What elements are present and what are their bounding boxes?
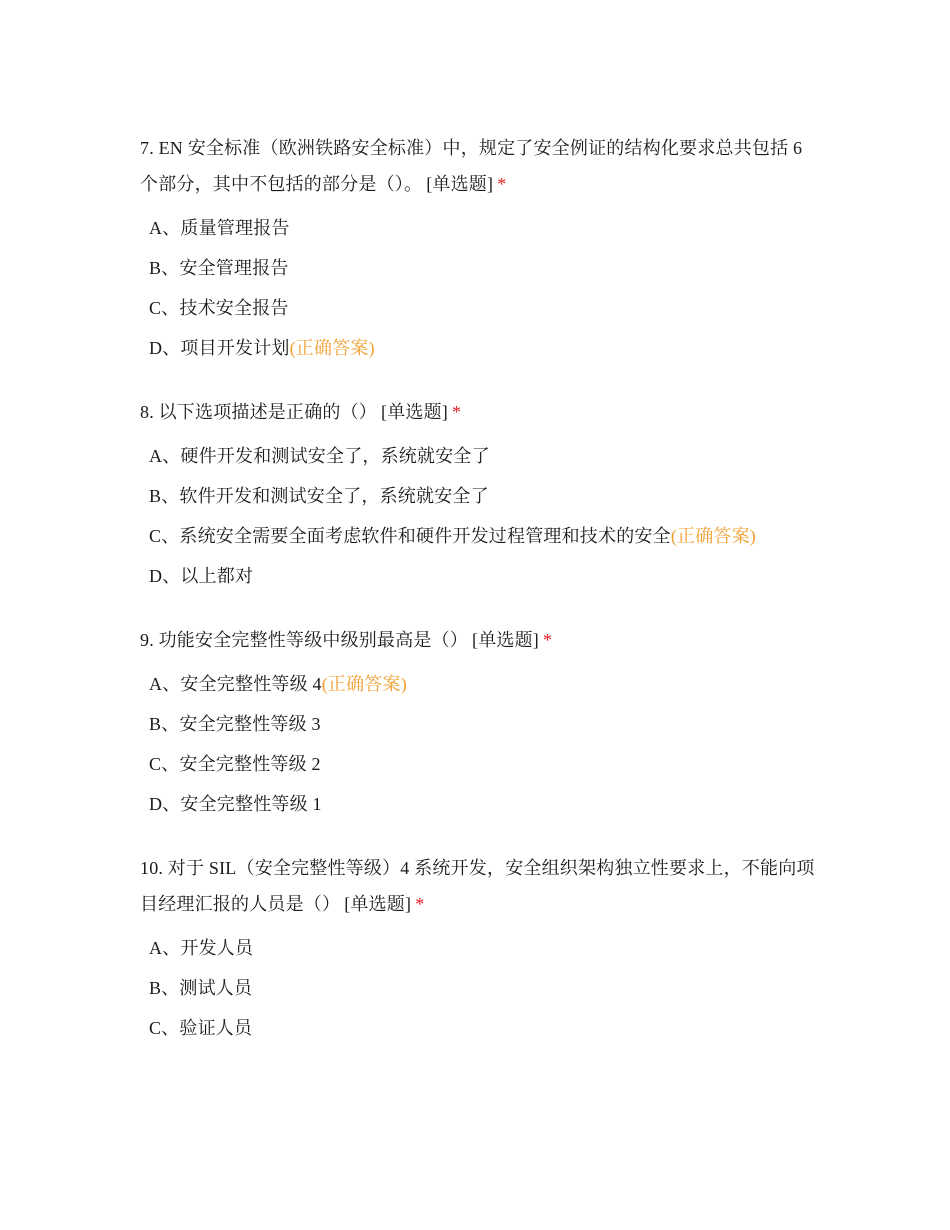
- option-a: [140, 208, 820, 248]
- question-10: [140, 850, 820, 1048]
- option-text: D、安全完整性等级 1: [149, 794, 322, 814]
- question-9: [140, 622, 820, 824]
- option-text: B、软件开发和测试安全了，系统就安全了: [149, 486, 489, 506]
- question-type: [单选题]: [472, 630, 539, 650]
- question-type: [单选题]: [426, 174, 494, 194]
- question-text: 8. 以下选项描述是正确的（）: [140, 402, 377, 422]
- option-text: C、安全完整性等级 2: [149, 754, 321, 774]
- option-c: [140, 744, 820, 784]
- question-8: [140, 394, 820, 596]
- option-text: B、安全完整性等级 3: [149, 714, 321, 734]
- option-text: A、开发人员: [149, 938, 254, 958]
- option-text: C、验证人员: [149, 1018, 253, 1038]
- option-c: [140, 516, 820, 556]
- option-b: [140, 704, 820, 744]
- question-title: [140, 130, 820, 202]
- question-text: 7. EN 安全标准（欧洲铁路安全标准）中，规定了安全例证的结构化要求总共包括 6 个部分，其中不包括的部分是（）。: [140, 138, 803, 194]
- option-b: [140, 968, 820, 1008]
- question-type: [单选题]: [344, 894, 412, 914]
- option-b: [140, 476, 820, 516]
- required-marker: *: [543, 630, 553, 650]
- option-text: A、质量管理报告: [149, 218, 290, 238]
- option-text: B、测试人员: [149, 978, 253, 998]
- option-text: C、系统安全需要全面考虑软件和硬件开发过程管理和技术的安全: [149, 526, 671, 546]
- question-7: [140, 130, 820, 368]
- correct-answer-marker: (正确答案): [670, 526, 757, 546]
- question-title: [140, 850, 820, 922]
- question-title: [140, 622, 820, 658]
- question-text: 9. 功能安全完整性等级中级别最高是（）: [140, 630, 468, 650]
- option-b: [140, 248, 820, 288]
- option-d: [140, 328, 820, 368]
- option-text: C、技术安全报告: [149, 298, 289, 318]
- option-text: A、安全完整性等级 4: [149, 674, 322, 694]
- option-c: [140, 288, 820, 328]
- option-text: D、项目开发计划: [149, 338, 290, 358]
- option-text: A、硬件开发和测试安全了，系统就安全了: [149, 446, 490, 466]
- correct-answer-marker: (正确答案): [289, 338, 375, 358]
- option-c: [140, 1008, 820, 1048]
- option-a: [140, 664, 820, 704]
- required-marker: *: [452, 402, 462, 422]
- question-title: [140, 394, 820, 430]
- question-type: [单选题]: [381, 402, 448, 422]
- quiz-page: [140, 130, 820, 1074]
- required-marker: *: [415, 894, 425, 914]
- question-text: 10. 对于 SIL（安全完整性等级）4 系统开发，安全组织架构独立性要求上，不能向项目经理汇报的人员是（）: [140, 858, 815, 914]
- required-marker: *: [497, 174, 507, 194]
- option-a: [140, 928, 820, 968]
- correct-answer-marker: (正确答案): [321, 674, 407, 694]
- option-text: D、以上都对: [149, 566, 254, 586]
- option-d: [140, 784, 820, 824]
- option-d: [140, 556, 820, 596]
- option-a: [140, 436, 820, 476]
- option-text: B、安全管理报告: [149, 258, 289, 278]
